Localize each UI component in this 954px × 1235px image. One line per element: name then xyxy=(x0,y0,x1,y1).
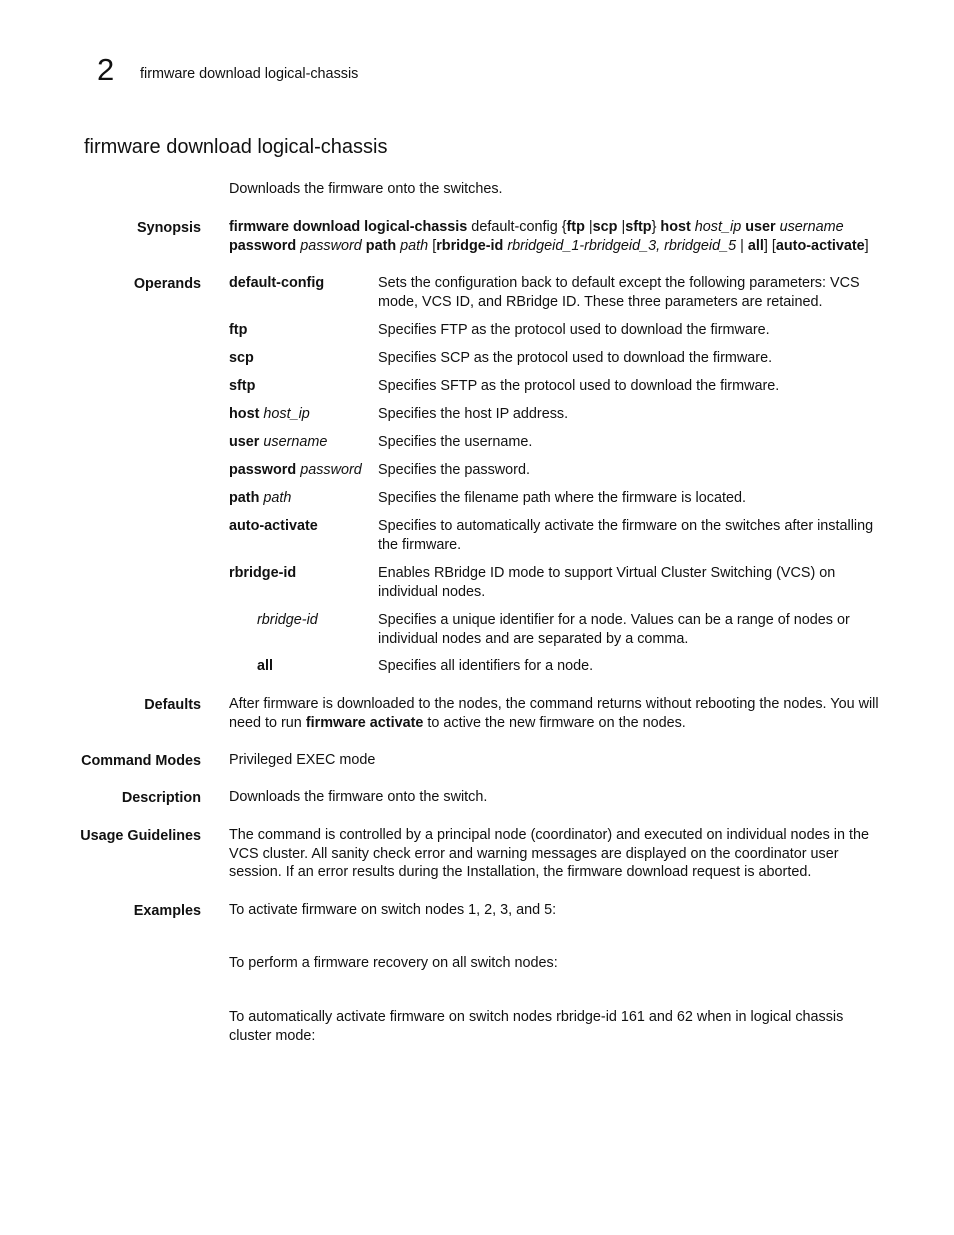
example-text: To activate firmware on switch nodes 1, 2, 3, and 5: xyxy=(229,902,557,918)
defaults-label: Defaults xyxy=(144,697,201,713)
description-label: Description xyxy=(121,790,201,806)
operand-desc: Specifies the filename path where the firmware is located. xyxy=(378,490,746,506)
operand-desc: Enables RBridge ID mode to support Virtual Cluster Switching (VCS) on individual nodes. xyxy=(378,565,836,600)
operand-term: auto-activate xyxy=(229,518,318,534)
operand-desc: Specifies all identifiers for a node. xyxy=(378,658,594,674)
running-header: firmware download logical-chassis xyxy=(140,66,359,82)
synopsis-label: Synopsis xyxy=(137,220,201,236)
operands-label: Operands xyxy=(133,276,201,292)
page-title: firmware download logical-chassis xyxy=(84,136,388,158)
operand-term: path path xyxy=(229,490,292,506)
operand-desc: Specifies the host IP address. xyxy=(378,406,569,422)
operand-term: sftp xyxy=(229,378,256,394)
operand-desc: Specifies the password. xyxy=(378,462,530,478)
chapter-number: 2 xyxy=(97,52,115,87)
operand-term: default-config xyxy=(229,275,325,291)
synopsis-text: firmware download logical-chassis default-config {ftp |scp |sftp} host host_ip user username password password path path [rbridge-id rbridgeid_1-rbridgeid_3, rbridgeid_5 | all] [auto-activate] xyxy=(229,219,869,254)
operand-term: user username xyxy=(229,434,328,450)
operand-subterm: rbridge-id xyxy=(257,612,318,628)
operand-desc: Specifies a unique identifier for a node. Values can be a range of nodes or individual nodes and are separated by a comma. xyxy=(378,612,850,647)
examples-label: Examples xyxy=(133,903,201,919)
operand-term: ftp xyxy=(229,322,248,338)
synopsis-command: firmware download logical-chassis xyxy=(229,219,468,235)
example-text: To automatically activate firmware on switch nodes rbridge-id 161 and 62 when in logical chassis cluster mode: xyxy=(229,1009,844,1044)
intro-text: Downloads the firmware onto the switches. xyxy=(229,181,503,197)
firmware-activate-command: firmware activate xyxy=(305,714,424,731)
operand-term: scp xyxy=(229,350,254,366)
command-modes-text: Privileged EXEC mode xyxy=(229,752,376,768)
operand-desc: Specifies SFTP as the protocol used to download the firmware. xyxy=(378,378,780,394)
usage-guidelines-text: The command is controlled by a principal node (coordinator) and executed on individual nodes in the VCS cluster. All sanity check error and warning messages are displayed on the coordinator user session. If an error results during the Installation, the firmware download request is aborted. xyxy=(229,827,869,880)
operand-term: password password xyxy=(229,462,362,478)
operand-term: host host_ip xyxy=(229,406,310,422)
operand-desc: Specifies the username. xyxy=(378,434,533,450)
operand-term: rbridge-id xyxy=(229,565,297,581)
usage-guidelines-label: Usage Guidelines xyxy=(80,828,201,844)
example-text: To perform a firmware recovery on all switch nodes: xyxy=(229,955,558,971)
operand-desc: Specifies FTP as the protocol used to download the firmware. xyxy=(378,322,770,338)
operand-desc: Specifies SCP as the protocol used to download the firmware. xyxy=(378,350,773,366)
operand-desc: Specifies to automatically activate the firmware on the switches after installing the firmware. xyxy=(378,518,874,553)
operand-subterm: all xyxy=(257,658,273,674)
operand-desc: Sets the configuration back to default except the following parameters: VCS mode, VCS ID, and RBridge ID. These three parameters are retained. xyxy=(378,275,860,310)
description-text: Downloads the firmware onto the switch. xyxy=(229,789,488,805)
defaults-text: After firmware is downloaded to the nodes, the command returns without rebooting the nodes. You will need to run firmware activate to active the new firmware on the nodes. xyxy=(229,696,879,731)
command-modes-label: Command Modes xyxy=(81,753,201,769)
